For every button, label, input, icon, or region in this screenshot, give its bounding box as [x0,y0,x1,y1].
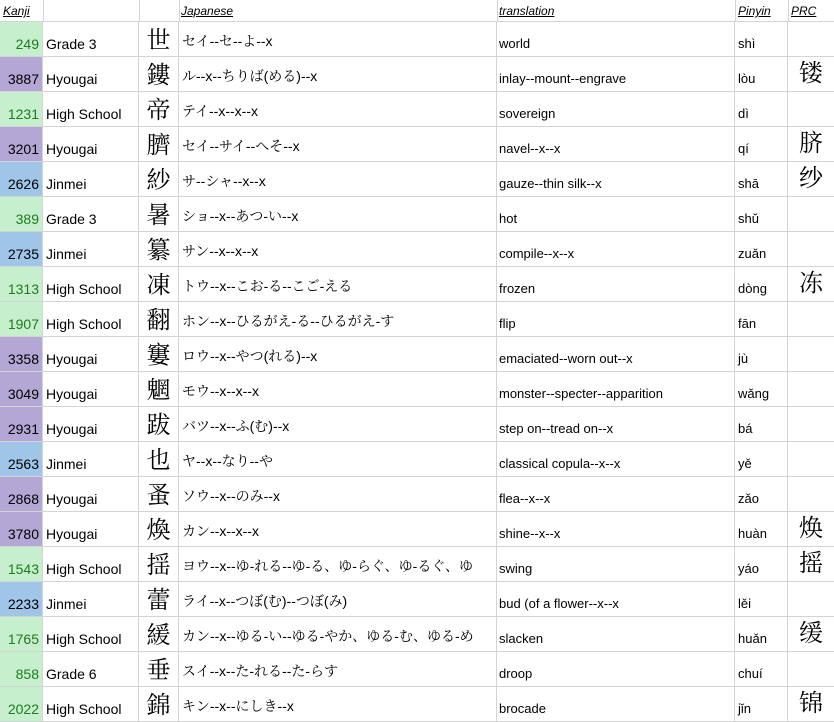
pinyin-cell[interactable]: huǎn [735,617,788,652]
japanese-reading-cell[interactable]: サン--x--x--x [179,232,497,267]
translation-cell[interactable]: bud (of a flower--x--x [497,582,735,617]
grade-cell[interactable]: Hyougai [43,372,139,407]
kanji-cell[interactable]: 凍 [139,267,179,302]
japanese-reading-cell[interactable]: ホン--x--ひるがえ-る--ひるがえ-す [179,302,497,337]
grade-cell[interactable]: Hyougai [43,407,139,442]
pinyin-cell[interactable]: shǔ [735,197,788,232]
kanji-cell[interactable]: 臍 [139,127,179,162]
translation-cell[interactable]: monster--specter--apparition [497,372,735,407]
pinyin-cell[interactable]: lěi [735,582,788,617]
kanji-cell[interactable]: 煥 [139,512,179,547]
header-divider [497,0,498,21]
prc-simplified-cell[interactable] [788,372,834,407]
kanji-cell[interactable]: 也 [139,442,179,477]
prc-simplified-cell[interactable]: 冻 [788,267,834,302]
kanji-id-cell[interactable]: 1231 [0,92,43,127]
grade-cell[interactable]: Grade 3 [43,22,139,57]
kanji-cell[interactable]: 纂 [139,232,179,267]
kanji-cell[interactable]: 紗 [139,162,179,197]
grade-cell[interactable]: Jinmei [43,232,139,267]
japanese-reading-cell[interactable]: バツ--x--ふ(む)--x [179,407,497,442]
table-row [0,477,834,512]
kanji-id-cell[interactable]: 1765 [0,617,43,652]
kanji-cell[interactable]: 鏤 [139,57,179,92]
japanese-reading-cell[interactable]: テイ--x--x--x [179,92,497,127]
header-translation[interactable]: translation [499,4,555,18]
kanji-cell[interactable]: 揺 [139,547,179,582]
table-row [0,407,834,442]
translation-cell[interactable]: emaciated--worn out--x [497,337,735,372]
japanese-reading-cell[interactable]: ロウ--x--やつ(れる)--x [179,337,497,372]
translation-cell[interactable]: shine--x--x [497,512,735,547]
japanese-reading-cell[interactable]: セイ--サイ--へそ--x [179,127,497,162]
kanji-id-cell[interactable]: 1543 [0,547,43,582]
kanji-id-cell[interactable]: 2563 [0,442,43,477]
table-row [0,582,834,617]
translation-cell[interactable]: sovereign [497,92,735,127]
table-row [0,127,834,162]
pinyin-cell[interactable]: shā [735,162,788,197]
translation-cell[interactable]: frozen [497,267,735,302]
kanji-id-cell[interactable]: 1313 [0,267,43,302]
prc-simplified-cell[interactable] [788,337,834,372]
kanji-cell[interactable]: 窶 [139,337,179,372]
kanji-id-cell[interactable]: 3201 [0,127,43,162]
header-divider [179,0,180,21]
prc-simplified-cell[interactable] [788,442,834,477]
grade-cell[interactable]: High School [43,302,139,337]
kanji-id-cell[interactable]: 3049 [0,372,43,407]
prc-simplified-cell[interactable] [788,22,834,57]
grade-cell[interactable]: Jinmei [43,442,139,477]
grade-cell[interactable]: Hyougai [43,512,139,547]
translation-cell[interactable]: slacken [497,617,735,652]
translation-cell[interactable]: compile--x--x [497,232,735,267]
pinyin-cell[interactable]: bá [735,407,788,442]
grade-cell[interactable]: High School [43,687,139,722]
pinyin-cell[interactable]: dòng [735,267,788,302]
kanji-cell[interactable]: 翻 [139,302,179,337]
prc-simplified-cell[interactable]: 镂 [788,57,834,92]
kanji-cell[interactable]: 暑 [139,197,179,232]
kanji-id-cell[interactable]: 3358 [0,337,43,372]
kanji-id-cell[interactable]: 2735 [0,232,43,267]
table-row [0,22,834,57]
grade-cell[interactable]: Jinmei [43,162,139,197]
pinyin-cell[interactable]: jǐn [735,687,788,722]
pinyin-cell[interactable]: yě [735,442,788,477]
japanese-reading-cell[interactable]: トウ--x--こお-る--こご-える [179,267,497,302]
kanji-cell[interactable]: 魍 [139,372,179,407]
japanese-reading-cell[interactable]: キン--x--にしき--x [179,687,497,722]
translation-cell[interactable]: brocade [497,687,735,722]
header-kanji[interactable]: Kanji [3,4,30,18]
prc-simplified-cell[interactable] [788,477,834,512]
grade-cell[interactable]: Hyougai [43,337,139,372]
japanese-reading-cell[interactable]: ライ--x--つぼ(む)--つぼ(み) [179,582,497,617]
kanji-cell[interactable]: 蚤 [139,477,179,512]
header-divider [43,0,44,21]
pinyin-cell[interactable]: wǎng [735,372,788,407]
kanji-id-cell[interactable]: 858 [0,652,43,687]
kanji-cell[interactable]: 世 [139,22,179,57]
grade-cell[interactable]: High School [43,617,139,652]
grade-cell[interactable]: High School [43,92,139,127]
table-row [0,617,834,652]
table-row [0,232,834,267]
pinyin-cell[interactable]: fān [735,302,788,337]
header-japanese[interactable]: Japanese [181,4,234,18]
pinyin-cell[interactable]: shì [735,22,788,57]
table-row [0,57,834,92]
translation-cell[interactable]: navel--x--x [497,127,735,162]
japanese-reading-cell[interactable]: ショ--x--あつ-い--x [179,197,497,232]
header-divider [735,0,736,21]
header-divider [788,0,789,21]
kanji-id-cell[interactable]: 3780 [0,512,43,547]
kanji-cell[interactable]: 帝 [139,92,179,127]
prc-simplified-cell[interactable]: 脐 [788,127,834,162]
grade-cell[interactable]: Grade 6 [43,652,139,687]
grade-cell[interactable]: Hyougai [43,57,139,92]
japanese-reading-cell[interactable]: セイ--セ--よ--x [179,22,497,57]
translation-cell[interactable]: classical copula--x--x [497,442,735,477]
pinyin-cell[interactable]: qí [735,127,788,162]
japanese-reading-cell[interactable]: カン--x--x--x [179,512,497,547]
translation-cell[interactable]: flea--x--x [497,477,735,512]
pinyin-cell[interactable]: jù [735,337,788,372]
prc-simplified-cell[interactable] [788,92,834,127]
japanese-reading-cell[interactable]: ル--x--ちりば(める)--x [179,57,497,92]
pinyin-cell[interactable]: dì [735,92,788,127]
translation-cell[interactable]: step on--tread on--x [497,407,735,442]
translation-cell[interactable]: inlay--mount--engrave [497,57,735,92]
table-row [0,337,834,372]
prc-simplified-cell[interactable] [788,652,834,687]
japanese-reading-cell[interactable]: ヨウ--x--ゆ-れる--ゆ-る、ゆ-らぐ、ゆ-るぐ、ゆ [179,547,497,582]
grade-cell[interactable]: Grade 3 [43,197,139,232]
table-row [0,372,834,407]
translation-cell[interactable]: hot [497,197,735,232]
table-row [0,302,834,337]
kanji-cell[interactable]: 垂 [139,652,179,687]
header-pinyin[interactable]: Pinyin [738,4,771,18]
prc-simplified-cell[interactable] [788,232,834,267]
japanese-reading-cell[interactable]: ソウ--x--のみ--x [179,477,497,512]
pinyin-cell[interactable]: chuí [735,652,788,687]
pinyin-cell[interactable]: lòu [735,57,788,92]
table-row [0,92,834,127]
kanji-cell[interactable]: 跋 [139,407,179,442]
grade-cell[interactable]: Jinmei [43,582,139,617]
translation-cell[interactable]: world [497,22,735,57]
kanji-id-cell[interactable]: 249 [0,22,43,57]
japanese-reading-cell[interactable]: スイ--x--た-れる--た-らす [179,652,497,687]
header-divider [139,0,140,21]
prc-simplified-cell[interactable]: 纱 [788,162,834,197]
prc-simplified-cell[interactable]: 摇 [788,547,834,582]
table-row [0,652,834,687]
pinyin-cell[interactable]: yáo [735,547,788,582]
translation-cell[interactable]: flip [497,302,735,337]
kanji-id-cell[interactable]: 2931 [0,407,43,442]
grade-cell[interactable]: Hyougai [43,127,139,162]
table-row [0,442,834,477]
grade-cell[interactable]: Hyougai [43,477,139,512]
kanji-id-cell[interactable]: 1907 [0,302,43,337]
prc-simplified-cell[interactable] [788,302,834,337]
translation-cell[interactable]: gauze--thin silk--x [497,162,735,197]
kanji-id-cell[interactable]: 2868 [0,477,43,512]
kanji-cell[interactable]: 蕾 [139,582,179,617]
pinyin-cell[interactable]: zǎo [735,477,788,512]
prc-simplified-cell[interactable] [788,407,834,442]
translation-cell[interactable]: swing [497,547,735,582]
table-row [0,267,834,302]
japanese-reading-cell[interactable]: サ--シャ--x--x [179,162,497,197]
pinyin-cell[interactable]: huàn [735,512,788,547]
kanji-id-cell[interactable]: 2022 [0,687,43,722]
table-row [0,512,834,547]
prc-simplified-cell[interactable] [788,197,834,232]
kanji-id-cell[interactable]: 389 [0,197,43,232]
pinyin-cell[interactable]: zuǎn [735,232,788,267]
grade-cell[interactable]: High School [43,547,139,582]
japanese-reading-cell[interactable]: モウ--x--x--x [179,372,497,407]
translation-cell[interactable]: droop [497,652,735,687]
kanji-cell[interactable]: 緩 [139,617,179,652]
header-prc[interactable]: PRC [791,4,817,18]
kanji-id-cell[interactable]: 2233 [0,582,43,617]
japanese-reading-cell[interactable]: カン--x--ゆる-い--ゆる-やか、ゆる-む、ゆる-め [179,617,497,652]
table-row [0,162,834,197]
table-row [0,197,834,232]
table-row [0,547,834,582]
kanji-id-cell[interactable]: 2626 [0,162,43,197]
prc-simplified-cell[interactable]: 缓 [788,617,834,652]
japanese-reading-cell[interactable]: ヤ--x--なり--や [179,442,497,477]
grade-cell[interactable]: High School [43,267,139,302]
prc-simplified-cell[interactable]: 锦 [788,687,834,722]
prc-simplified-cell[interactable]: 焕 [788,512,834,547]
kanji-cell[interactable]: 錦 [139,687,179,722]
prc-simplified-cell[interactable] [788,582,834,617]
kanji-id-cell[interactable]: 3887 [0,57,43,92]
